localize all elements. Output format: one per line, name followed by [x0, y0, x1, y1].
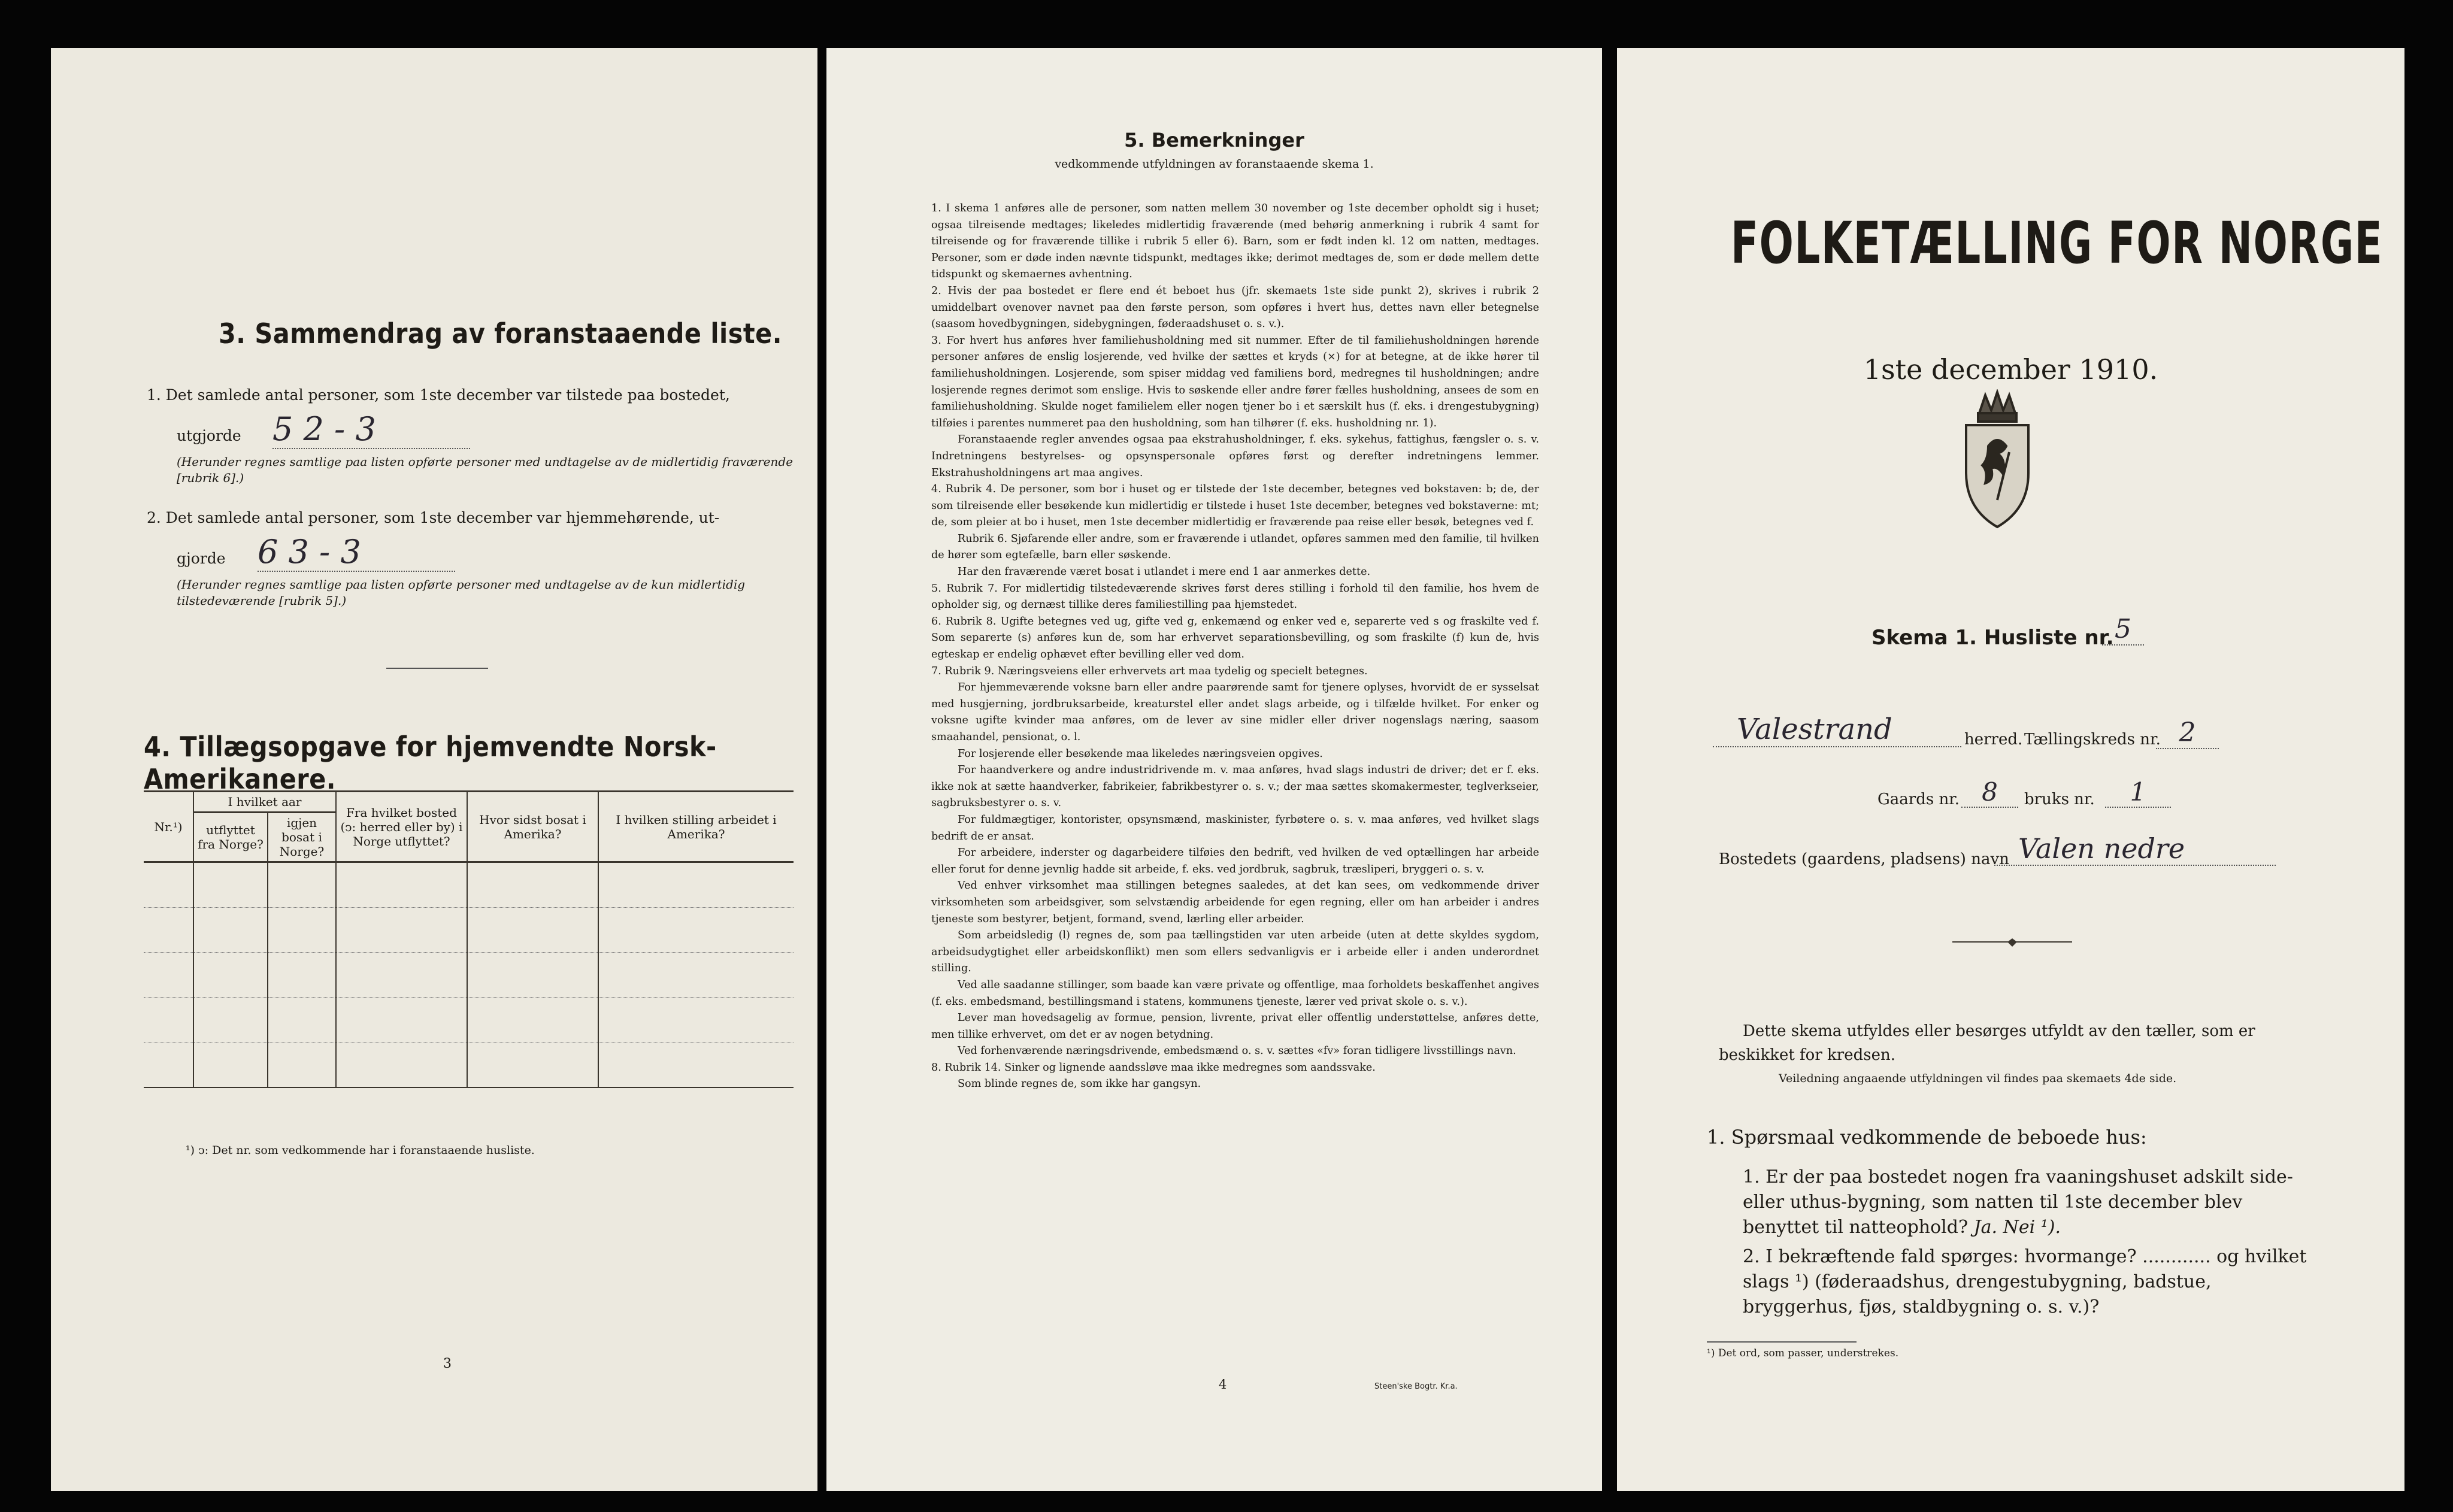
table-row	[144, 953, 794, 998]
census-title: FOLKETÆLLING FOR NORGE	[1731, 210, 2384, 277]
remark-rule: For hjemmeværende voksne barn eller andre paarørende samt for tjenere oplyses, hvorvidt de er sysselsat med husgjerning, jordbruksarbeide, kreaturstel eller andet slags arbeide, og i tilfælde hvilket. For enker og voksne ugifte kvinder maa anføres, om de lever av sine midler eller driver nogenslags næring, saasom smaahandel, pensionat, o. l.	[931, 681, 1539, 743]
item-1-prefix: utgjorde	[177, 427, 241, 444]
table-row	[144, 908, 794, 953]
table-footnote: ¹) ↄ: Det nr. som vedkommende har i foranstaaende husliste.	[186, 1144, 535, 1157]
coat-of-arms-icon	[1955, 389, 2039, 533]
table-row	[144, 862, 794, 908]
col-igjen: igjen bosat i Norge?	[268, 813, 336, 862]
bosted-value: Valen nedre	[1994, 832, 2276, 866]
remark-rule: 5. Rubrik 7. For midlertidig tilstedeværende skrives først deres stilling i forhold til den familie, hos hvem de opholder sig, og dernæst tillike deres familiestilling paa hjemstedet.	[931, 582, 1539, 611]
remark-rule: For haandverkere og andre industridrivende m. v. maa anføres, hvad slags industri de driver; det er f. eks. ikke nok at sætte haandverker, fabrikeier, fabrikbestyrer o. s. v.; der maa sættes skomakermester, teglverkseier, sagbruksbestyrer o. s. v.	[931, 764, 1539, 810]
remarks-rules	[931, 201, 1539, 1093]
remarks-subtitle: vedkommende utfyldningen av foranstaaende skema 1.	[1055, 157, 1374, 171]
printer-mark: Steen'ske Bogtr. Kr.a.	[1374, 1382, 1458, 1391]
item-2-prefix: gjorde	[177, 550, 226, 567]
remark-rule: 6. Rubrik 8. Ugifte betegnes ved ug, gifte ved g, enkemænd og enker ved e, separerte ved s og fraskilte ved f. Som separerte (s) anføres kun de, som har erhvervet separationsbevilling, og som fraskilte (f) kun de, hvis egteskap er endelig ophævet efter bevilling eller ved dom.	[931, 615, 1539, 661]
krets-label: Tællingskreds nr.	[2024, 731, 2161, 749]
remark-rule: 7. Rubrik 9. Næringsveiens eller erhvervets art maa tydelig og specielt betegnes.	[931, 665, 1368, 677]
questions-header: 1. Spørsmaal vedkommende de beboede hus:	[1707, 1126, 2147, 1149]
remarks-title: 5. Bemerkninger	[1124, 129, 1304, 151]
page-1	[1617, 48, 2404, 1491]
section-3-title: 3. Sammendrag av foranstaaende liste.	[219, 317, 782, 350]
table-row	[144, 1043, 794, 1088]
page-3	[51, 48, 817, 1491]
footnote-rule	[1707, 1341, 1857, 1343]
krets-value: 2	[2156, 717, 2219, 749]
question-1-answer: Ja. Nei ¹).	[1973, 1217, 2061, 1238]
bruks-value: 1	[2105, 777, 2171, 808]
col-hvor: Hvor sidst bosat i Amerika?	[467, 792, 598, 862]
remark-rule: Lever man hovedsagelig av formue, pension, livrente, privat eller offentlig understøttelse, anføres dette, men tillike erhvervet, om det er av nogen betydning.	[931, 1012, 1539, 1041]
remark-rule: 3. For hvert hus anføres hver familiehusholdning med sit nummer. Efter de til familiehusholdningen hørende personer anføres de enslig losjerende, ved hvilke der sættes et kryds (×) for at betegne, at de ikke hører til familiehusholdningen. Losjerende, som spiser middag ved familiens bord, medregnes til husholdningen; andre losjerende regnes derimot som enslige. Hvis to søskende eller andre fører fælles husholdning, ansees de som en familiehusholdning. Skulde noget familielem eller nogen tjener bo i et særskilt hus (f. eks. i drengestubygning) tilføies i parentes nummeret paa den husholdning, som han tilhører (f. eks. husholdning nr. 1).	[931, 334, 1539, 429]
bruks-label: bruks nr.	[2024, 790, 2095, 808]
divider	[386, 668, 488, 669]
question-1	[1743, 1165, 2324, 1240]
page-1-footnote: ¹) Det ord, som passer, understrekes.	[1707, 1347, 1899, 1359]
remark-rule: For losjerende eller besøkende maa likeledes næringsveien opgives.	[958, 747, 1323, 760]
remark-rule: Som arbeidsledig (l) regnes de, som paa tællingstiden var uten arbeide (uten at dette skyldes sygdom, arbeidsudygtighet eller arbeidskonflikt) men som ellers sedvanligvis er i arbeide eller i anden underordnet stilling.	[931, 929, 1539, 975]
remark-rule: For arbeidere, inderster og dagarbeidere tilføies den bedrift, ved hvilken de ved optællingen har arbeide eller forut for denne jevnlig hadde sit arbeide, f. eks. ved jordbruk, sagbruk, træsliperi, bryggeri o. s. v.	[931, 847, 1539, 875]
item-2-value: 6 3 - 3	[258, 533, 455, 572]
page-number-4: 4	[1219, 1377, 1227, 1392]
remark-rule: Som blinde regnes de, som ikke har gangsyn.	[958, 1078, 1201, 1090]
gaards-label: Gaards nr.	[1877, 790, 1960, 808]
section-4-title: 4. Tillægsopgave for hjemvendte Norsk-Amerikanere.	[144, 731, 717, 795]
norwegian-american-table	[144, 790, 794, 1088]
gaards-value: 8	[1961, 777, 2018, 808]
remark-rule: 8. Rubrik 14. Sinker og lignende aandssløve maa ikke medregnes som aandssvake.	[931, 1061, 1376, 1074]
item-1-text: 1. Det samlede antal personer, som 1ste december var tilstede paa bostedet,	[147, 386, 730, 404]
item-2-text: 2. Det samlede antal personer, som 1ste december var hjemmehørende, ut-	[147, 509, 720, 526]
item-1-value: 5 2 - 3	[272, 410, 470, 449]
remark-rule: Ved forhenværende næringsdrivende, embedsmænd o. s. v. sættes «fv» foran tidligere livsstillings navn.	[958, 1045, 1516, 1058]
remark-rule: Ved alle saadanne stillinger, som baade kan være private og offentlige, maa forholdets beskaffenhet angives (f. eks. embedsmand, bestillingsmand i statens, kommunens tjeneste, lærer ved privat skole o. s. v.).	[931, 978, 1539, 1008]
table-row	[144, 998, 794, 1043]
remark-rule: Foranstaaende regler anvendes ogsaa paa ekstrahusholdninger, f. eks. sykehus, fattighus, fængsler o. s. v. Indretningens bestyrelses- og opsynspersonale opføres først og derefter indretningens lemmer. Ekstrahusholdningens art maa angives.	[931, 434, 1539, 479]
remark-rule: Ved enhver virksomhet maa stillingen betegnes saaledes, at det kan sees, om vedkommende driver virksomheten som arbeidsgiver, som selvstændig arbeidende for egen regning, eller om han arbeider i andres tjeneste som bestyrer, betjent, formand, svend, lærling eller arbeider.	[931, 880, 1539, 925]
remark-rule: Rubrik 6. Sjøfarende eller andre, som er fraværende i utlandet, opføres sammen med den familie, til hvilken de hører som egtefælle, barn eller søskende.	[931, 532, 1539, 562]
instruction-small: Veiledning angaaende utfyldningen vil findes paa skemaets 4de side.	[1779, 1072, 2177, 1085]
col-nr: Nr.¹)	[144, 792, 193, 862]
remark-rule: 4. Rubrik 4. De personer, som bor i huset og er tilstede der 1ste december, betegnes ved bokstaven: b; de, der som tilreisende eller besøkende kun midlertidig er tilstede i huset 1ste december, betegnes ved bokstaverne: mt; de, som pleier at bo i huset, men 1ste december midlertidig er fraværende paa reise eller besøk, betegnes ved f.	[931, 483, 1539, 529]
remark-rule: 1. I skema 1 anføres alle de personer, som natten mellem 30 november og 1ste december opholdt sig i huset; ogsaa tilreisende medtages; likeledes midlertidig fraværende (med behørig anmerkning i rubrik 4 samt for tilreisende og for fraværende tillike i rubrik 5 eller 6). Barn, som er født inden kl. 12 om natten, medtages. Personer, som er døde inden nævnte tidspunkt, medtages ikke; derimot medtages de, som er døde mellem dette tidspunkt og skemaernes avhentning.	[931, 202, 1539, 281]
herred-value: Valestrand	[1713, 713, 1961, 747]
bosted-label: Bostedets (gaardens, pladsens) navn	[1719, 850, 2009, 868]
item-1-note: (Herunder regnes samtlige paa listen opførte personer med undtagelse av de midlertidig fraværende [rubrik 6].)	[177, 454, 794, 485]
col-group-year: I hvilket aar	[193, 792, 336, 813]
item-2-note: (Herunder regnes samtlige paa listen opførte personer med undtagelse av de kun midlertidig tilstedeværende [rubrik 5].)	[177, 577, 746, 608]
skema-label: Skema 1. Husliste nr.	[1871, 626, 2114, 650]
ornament-divider	[1952, 937, 2072, 949]
page-number-3: 3	[443, 1356, 452, 1371]
remark-rule: Har den fraværende været bosat i utlandet i mere end 1 aar anmerkes dette.	[958, 566, 1371, 578]
instruction-text: Dette skema utfyldes eller besørges utfyldt av den tæller, som er beskikket for kredsen.	[1719, 1022, 2255, 1064]
col-utflyttet: utflyttet fra Norge?	[193, 813, 268, 862]
question-2: 2. I bekræftende fald spørges: hvormange? ............ og hvilket slags ¹) (føderaadshus, drengestubygning, badstue, bryggerhus, fjøs, staldbygning o. s. v.)?	[1743, 1246, 2307, 1317]
remark-rule: For fuldmægtiger, kontorister, opsynsmænd, maskinister, fyrbøtere o. s. v. maa anføres, ved hvilket slags bedrift de er ansat.	[931, 813, 1539, 843]
col-stilling: I hvilken stilling arbeidet i Amerika?	[598, 792, 794, 862]
question-1-text: 1. Er der paa bostedet nogen fra vaaningshuset adskilt side- eller uthus-bygning, som natten til 1ste december blev benyttet til natteophold?	[1743, 1166, 2293, 1238]
census-date: 1ste december 1910.	[1863, 353, 2158, 386]
page-4	[826, 48, 1602, 1491]
col-fra: Fra hvilket bosted (ↄ: herred eller by) i Norge utflyttet?	[336, 792, 467, 862]
husliste-number: 5	[2102, 614, 2144, 646]
herred-label: herred.	[1964, 731, 2023, 749]
remark-rule: 2. Hvis der paa bostedet er flere end ét beboet hus (jfr. skemaets 1ste side punkt 2), skrives i rubrik 2 umiddelbart ovenover navnet paa den første person, som opføres i hvert hus, dettes navn eller betegnelse (saasom hovedbygningen, sidebygningen, føderaadshuset o. s. v.).	[931, 284, 1539, 331]
